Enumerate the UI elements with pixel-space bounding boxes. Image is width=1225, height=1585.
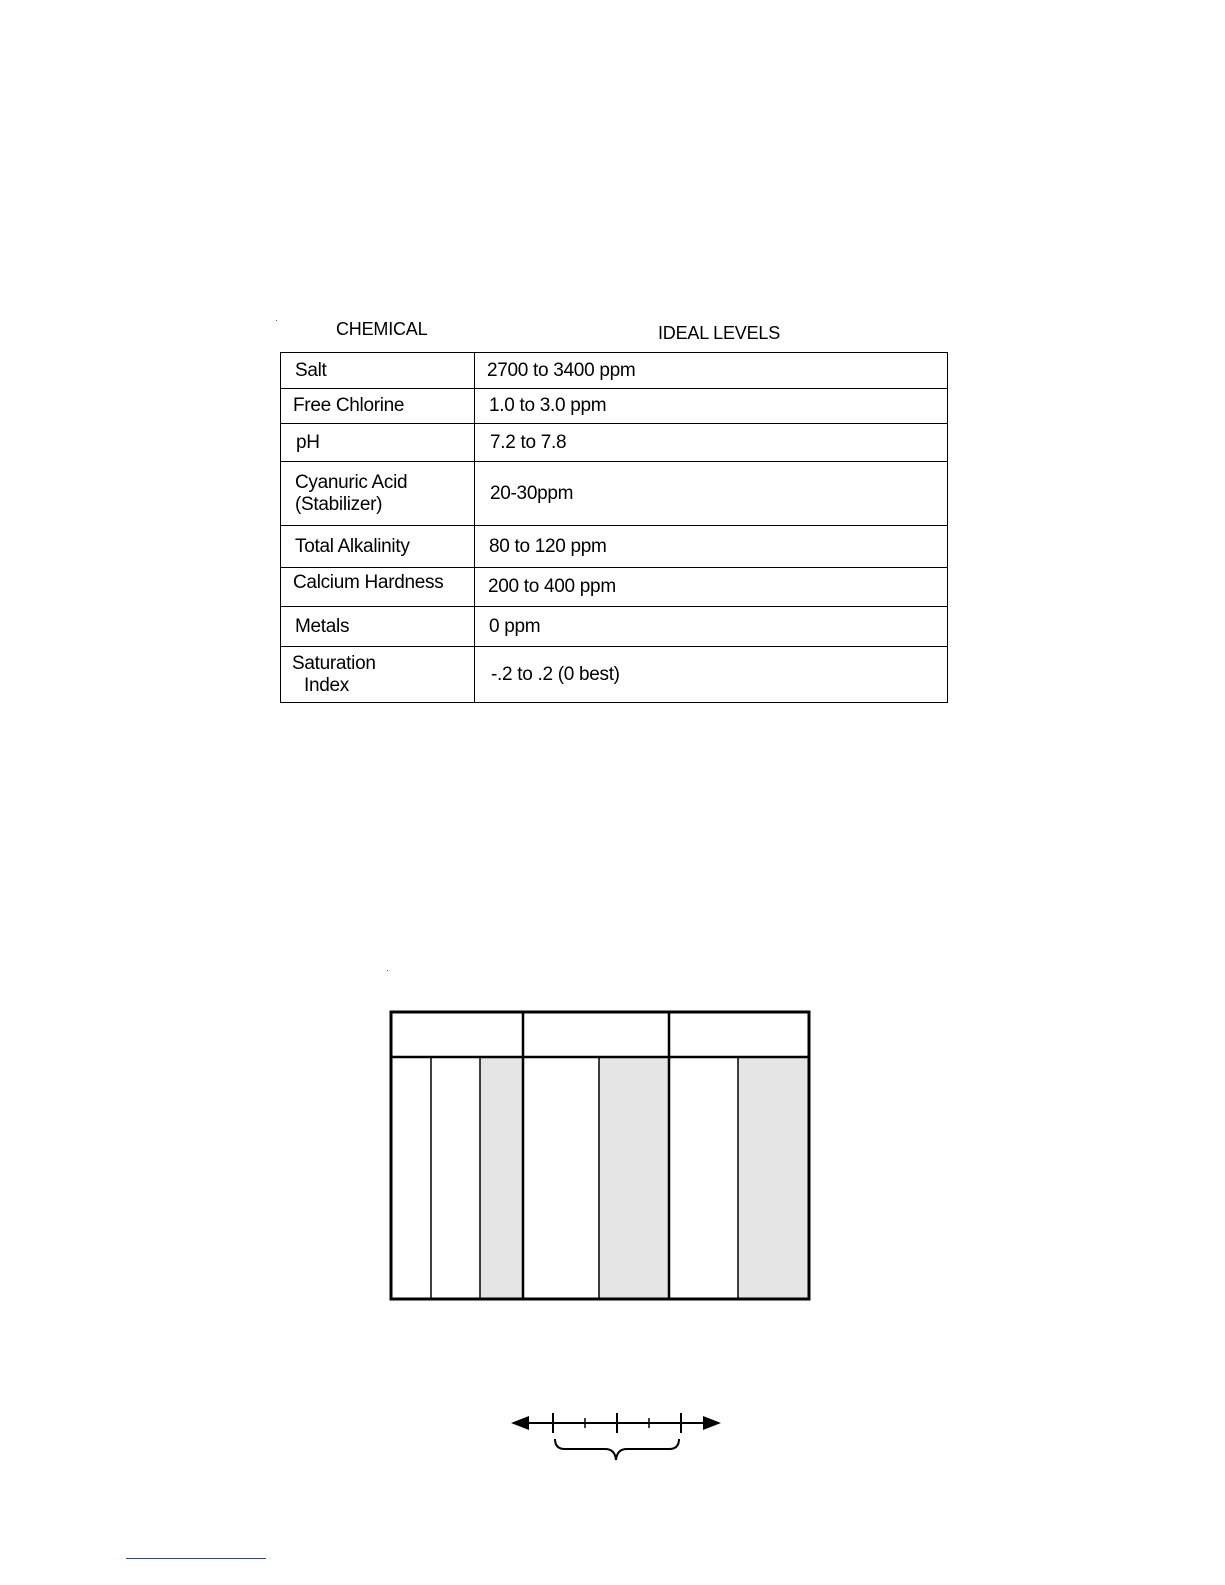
table-row [281,353,948,389]
chemical-cell: Calcium Hardness [281,568,475,607]
chemical-cell [281,647,475,703]
table-row [281,607,948,647]
chemical-column-header: CHEMICAL [336,319,428,339]
level-cell: 200 to 400 ppm [475,568,948,607]
level-cell: 2700 to 3400 ppm [475,353,948,389]
right-arrow-icon [703,1416,721,1430]
scan-speck [387,970,388,971]
chemical-cell [281,462,475,526]
table-row [281,647,948,703]
footnote-rule [126,1558,266,1559]
chemical-cell: Salt [281,353,475,389]
ideal-levels-column-header: IDEAL LEVELS [658,323,781,343]
chemical-line: Index [304,674,349,696]
table-row [281,424,948,462]
number-line-figure [505,1405,727,1467]
chemical-cell: pH [281,424,475,462]
grid-shaded-column [599,1058,669,1299]
level-cell: 1.0 to 3.0 ppm [475,389,948,424]
table-row [281,568,948,607]
shaded-grid-figure [389,1009,811,1302]
level-cell: 80 to 120 ppm [475,526,948,568]
chemical-cell: Metals [281,607,475,647]
chemical-line: (Stabilizer) [295,493,383,515]
chemical-cell: Total Alkalinity [281,526,475,568]
table-row [281,526,948,568]
level-cell: -.2 to .2 (0 best) [475,647,948,703]
left-arrow-icon [511,1416,529,1430]
ideal-levels-table [280,352,948,703]
chemical-line: Cyanuric Acid [295,471,408,493]
scan-speck [276,320,277,321]
range-brace [555,1439,679,1460]
grid-shaded-column [738,1058,808,1299]
chemical-cell: Free Chlorine [281,389,475,424]
grid-shaded-column [480,1058,524,1299]
table-row [281,462,948,526]
level-cell: 0 ppm [475,607,948,647]
level-cell: 20-30ppm [475,462,948,526]
level-cell: 7.2 to 7.8 [475,424,948,462]
table-row [281,389,948,424]
chemical-line: Saturation [292,652,376,674]
